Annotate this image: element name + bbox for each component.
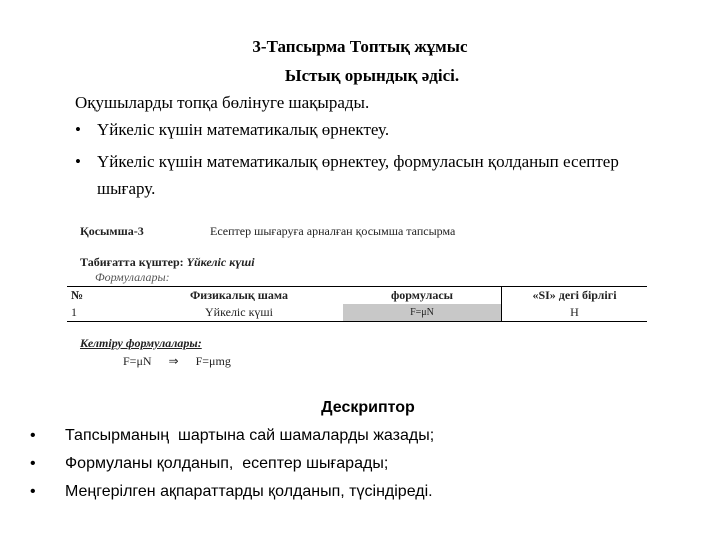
bullet-item-2: [75, 148, 665, 202]
descriptor-item-1: [30, 427, 435, 445]
descriptor-item-3: [30, 483, 433, 501]
table-header-row: [67, 287, 647, 305]
table-row: [67, 304, 647, 322]
descriptor-text: Меңгерілген ақпараттарды қолданып, түсіндіреді.: [65, 483, 433, 500]
bullet-icon: •: [30, 427, 36, 444]
descriptor-text: Формуланы қолданып, есептер шығарады;: [65, 455, 389, 472]
table-cell: F=μN: [343, 304, 502, 322]
descriptor-item-2: [30, 455, 389, 473]
appendix-label: Қосымша-3: [80, 224, 144, 238]
table-cell: 1: [71, 305, 77, 319]
header-cell: Физикалық шама: [189, 288, 289, 302]
formula: F=μmg: [195, 354, 231, 368]
header-cell: «SI» дегі бірлігі: [532, 288, 617, 302]
title-line-2: Ыстық орындық әдісі.: [284, 66, 460, 85]
descriptor-title: Дескриптор: [321, 399, 415, 416]
table-cell: Н: [570, 305, 579, 319]
appendix-caption: Есептер шығаруға арналған қосымша тапсырма: [210, 224, 456, 238]
section-heading: [80, 255, 255, 270]
implies-icon: ⇒: [168, 354, 179, 368]
bullet-item-1: [75, 120, 655, 140]
bullet-icon: •: [30, 455, 36, 472]
embedded-document-image: [71, 220, 655, 370]
descriptor-text: Тапсырманың шартына сай шамаларды жазады;: [65, 427, 435, 444]
bullet-icon: •: [75, 120, 81, 139]
bullet-icon: •: [75, 152, 81, 171]
header-cell: формуласы: [343, 287, 502, 305]
title-line-1: 3-Тапсырма Топтық жұмыс: [252, 37, 468, 56]
formulas-label: Формулалары:: [95, 270, 170, 284]
formula-table: [67, 286, 647, 322]
heading-bold: Табиғатта күштер:: [80, 255, 187, 269]
bullet-text: Үйкеліс күшін математикалық өрнектеу.: [97, 120, 390, 139]
bullet-text: Үйкеліс күшін математикалық өрнектеу, формуласын қолданып есептер шығару.: [97, 152, 619, 198]
bullet-icon: •: [30, 483, 36, 500]
intro-text: Оқушыларды топқа бөлінуге шақырады.: [75, 93, 370, 112]
derive-formulas: [123, 354, 231, 369]
derive-label: Келтіру формулалары:: [80, 336, 202, 350]
formula: F=μN: [123, 354, 152, 368]
table-cell: Үйкеліс күші: [205, 305, 273, 319]
heading-italic: Үйкеліс күші: [186, 255, 255, 269]
header-cell: №: [71, 288, 84, 302]
